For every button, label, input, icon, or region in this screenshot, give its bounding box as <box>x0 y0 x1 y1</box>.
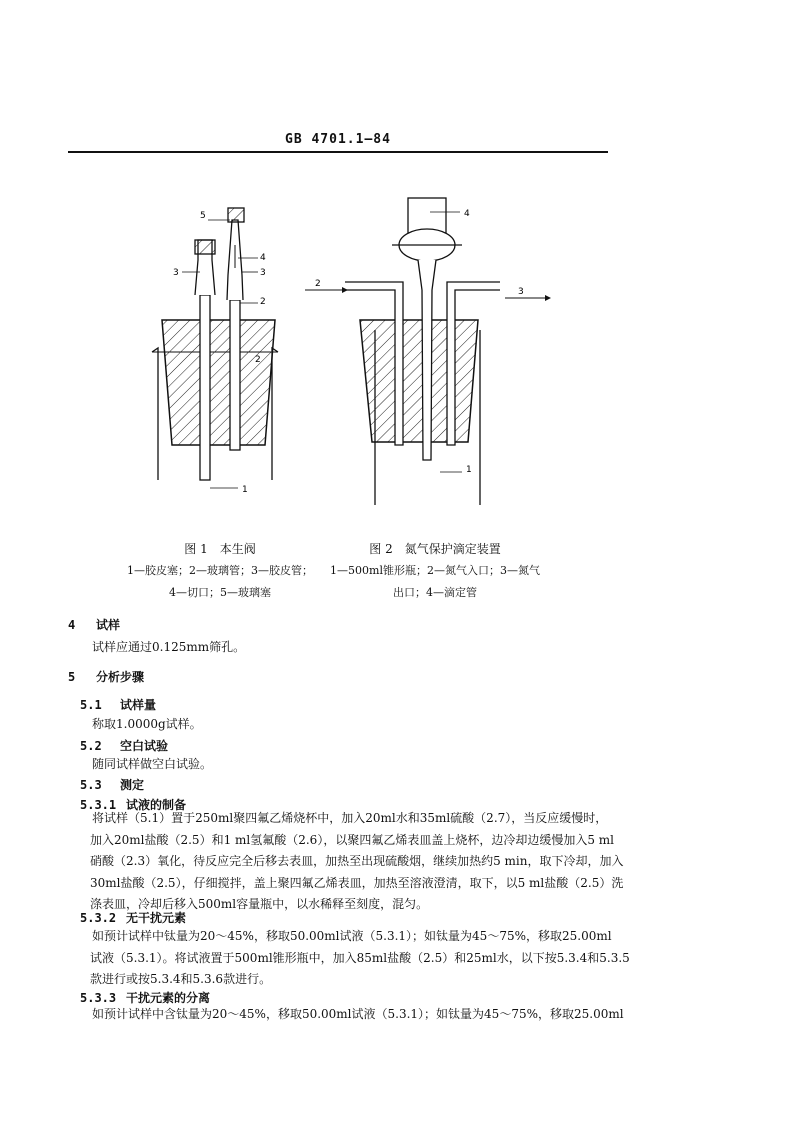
section-5-3-2-heading <box>80 909 186 926</box>
page-header: GB 4701.1—84 <box>285 132 391 147</box>
section-5-3-title: 测定 <box>120 778 145 792</box>
section-5-3-3-paragraph <box>92 1004 624 1026</box>
section-5-title: 分析步骤 <box>96 670 145 684</box>
section-5-heading <box>68 668 144 685</box>
section-5-3-number: 5.3 <box>80 778 102 792</box>
fig1-label-3-right: 3 <box>260 268 266 278</box>
section-5-3-3-line-1: 如预计试样中含钛量为20～45%，移取50.00ml试液（5.3.1）；如钛量为45～75%，移取25.00ml <box>92 1007 624 1021</box>
fig2-label-2: 2 <box>315 279 321 289</box>
figure-1-title: 图 1 本生阀 <box>184 542 256 556</box>
figure-2-legend-line-1: 1—500ml锥形瓶；2—氮气入口；3—氮气 <box>330 564 540 577</box>
section-5-3-3-number: 5.3.3 <box>80 991 117 1005</box>
section-5-3-1-paragraph <box>92 808 623 916</box>
section-5-3-2-title: 无干扰元素 <box>126 911 187 925</box>
section-4-title: 试样 <box>96 618 121 632</box>
figure-2-nitrogen-titration-apparatus <box>300 190 560 510</box>
section-5-2-title: 空白试验 <box>120 739 169 753</box>
section-5-3-1-number: 5.3.1 <box>80 798 117 812</box>
figure-2-caption <box>320 538 550 604</box>
section-5-3-1-line-1: 将试样（5.1）置于250ml聚四氟乙烯烧杯中，加入20ml水和35ml硫酸（2.7），当反应缓慢时， <box>92 811 608 825</box>
section-5-1-text: 称取1.0000g试样。 <box>92 717 202 731</box>
section-5-3-3-title: 干扰元素的分离 <box>126 991 211 1005</box>
fig1-label-5: 5 <box>200 211 206 221</box>
fig1-label-4: 4 <box>260 253 266 263</box>
section-5-3-1-line-2: 加入20ml盐酸（2.5）和1 ml氢氟酸（2.6），以聚四氟乙烯表皿盖上烧杯，边冷却边缓慢加入5 ml <box>90 832 614 847</box>
fig1-label-3-left: 3 <box>173 268 179 278</box>
section-4-heading <box>68 616 120 633</box>
section-5-3-2-line-1: 如预计试样中钛量为20～45%，移取50.00ml试液（5.3.1）；如钛量为45～75%，移取25.00ml <box>92 929 612 943</box>
section-5-number: 5 <box>68 670 76 684</box>
figure-2-title: 图 2 氮气保护滴定装置 <box>369 542 501 556</box>
fig1-label-2-bottom: 1 <box>242 485 248 495</box>
figure-1-legend-line-1: 1—胶皮塞；2—玻璃管；3—胶皮管； <box>127 564 313 577</box>
header-rule <box>68 151 608 153</box>
section-5-1-number: 5.1 <box>80 698 102 712</box>
section-5-2-number: 5.2 <box>80 739 102 753</box>
section-5-1-title: 试样量 <box>120 698 157 712</box>
section-5-2-text: 随同试样做空白试验。 <box>92 757 213 771</box>
figure-1-legend-line-2: 4—切口；5—玻璃塞 <box>169 586 271 599</box>
section-4-text: 试样应通过0.125mm筛孔。 <box>92 640 246 654</box>
section-5-3-1-line-3: 硝酸（2.3）氧化，待反应完全后移去表皿，加热至出现硫酸烟，继续加热约5 min，取下冷却，加入 <box>90 854 624 868</box>
section-4-number: 4 <box>68 618 76 632</box>
fig2-label-1: 1 <box>466 465 472 475</box>
section-5-3-1-title: 试液的制备 <box>126 798 187 812</box>
section-5-3-1-line-5: 涤表皿，冷却后移入500ml容量瓶中，以水稀释至刻度，混匀。 <box>90 897 429 911</box>
fig1-label-1: 2 <box>255 355 261 365</box>
section-5-3-1-line-4: 30ml盐酸（2.5），仔细搅拌，盖上聚四氟乙烯表皿，加热至溶液澄清，取下，以5 ml盐酸（2.5）洗 <box>90 875 624 890</box>
section-5-3-2-paragraph <box>92 926 630 991</box>
figure-2-legend-line-2: 出口；4—滴定管 <box>393 586 477 599</box>
fig2-label-4: 4 <box>464 209 470 219</box>
section-5-3-2-line-2: 试液（5.3.1）。将试液置于500ml锥形瓶中，加入85ml盐酸（2.5）和25ml水，以下按5.3.4和5.3.5 <box>90 950 630 965</box>
section-5-1-heading <box>80 696 156 713</box>
fig1-label-2-top: 2 <box>260 297 266 307</box>
figure-1-caption <box>110 538 330 604</box>
figure-1-bunsen-valve <box>140 200 300 500</box>
section-5-2-heading <box>80 737 168 754</box>
section-5-3-2-line-3: 款进行或按5.3.4和5.3.6款进行。 <box>90 972 272 986</box>
section-5-3-2-number: 5.3.2 <box>80 911 117 925</box>
fig2-label-3: 3 <box>518 287 524 297</box>
section-5-3-heading <box>80 776 144 793</box>
